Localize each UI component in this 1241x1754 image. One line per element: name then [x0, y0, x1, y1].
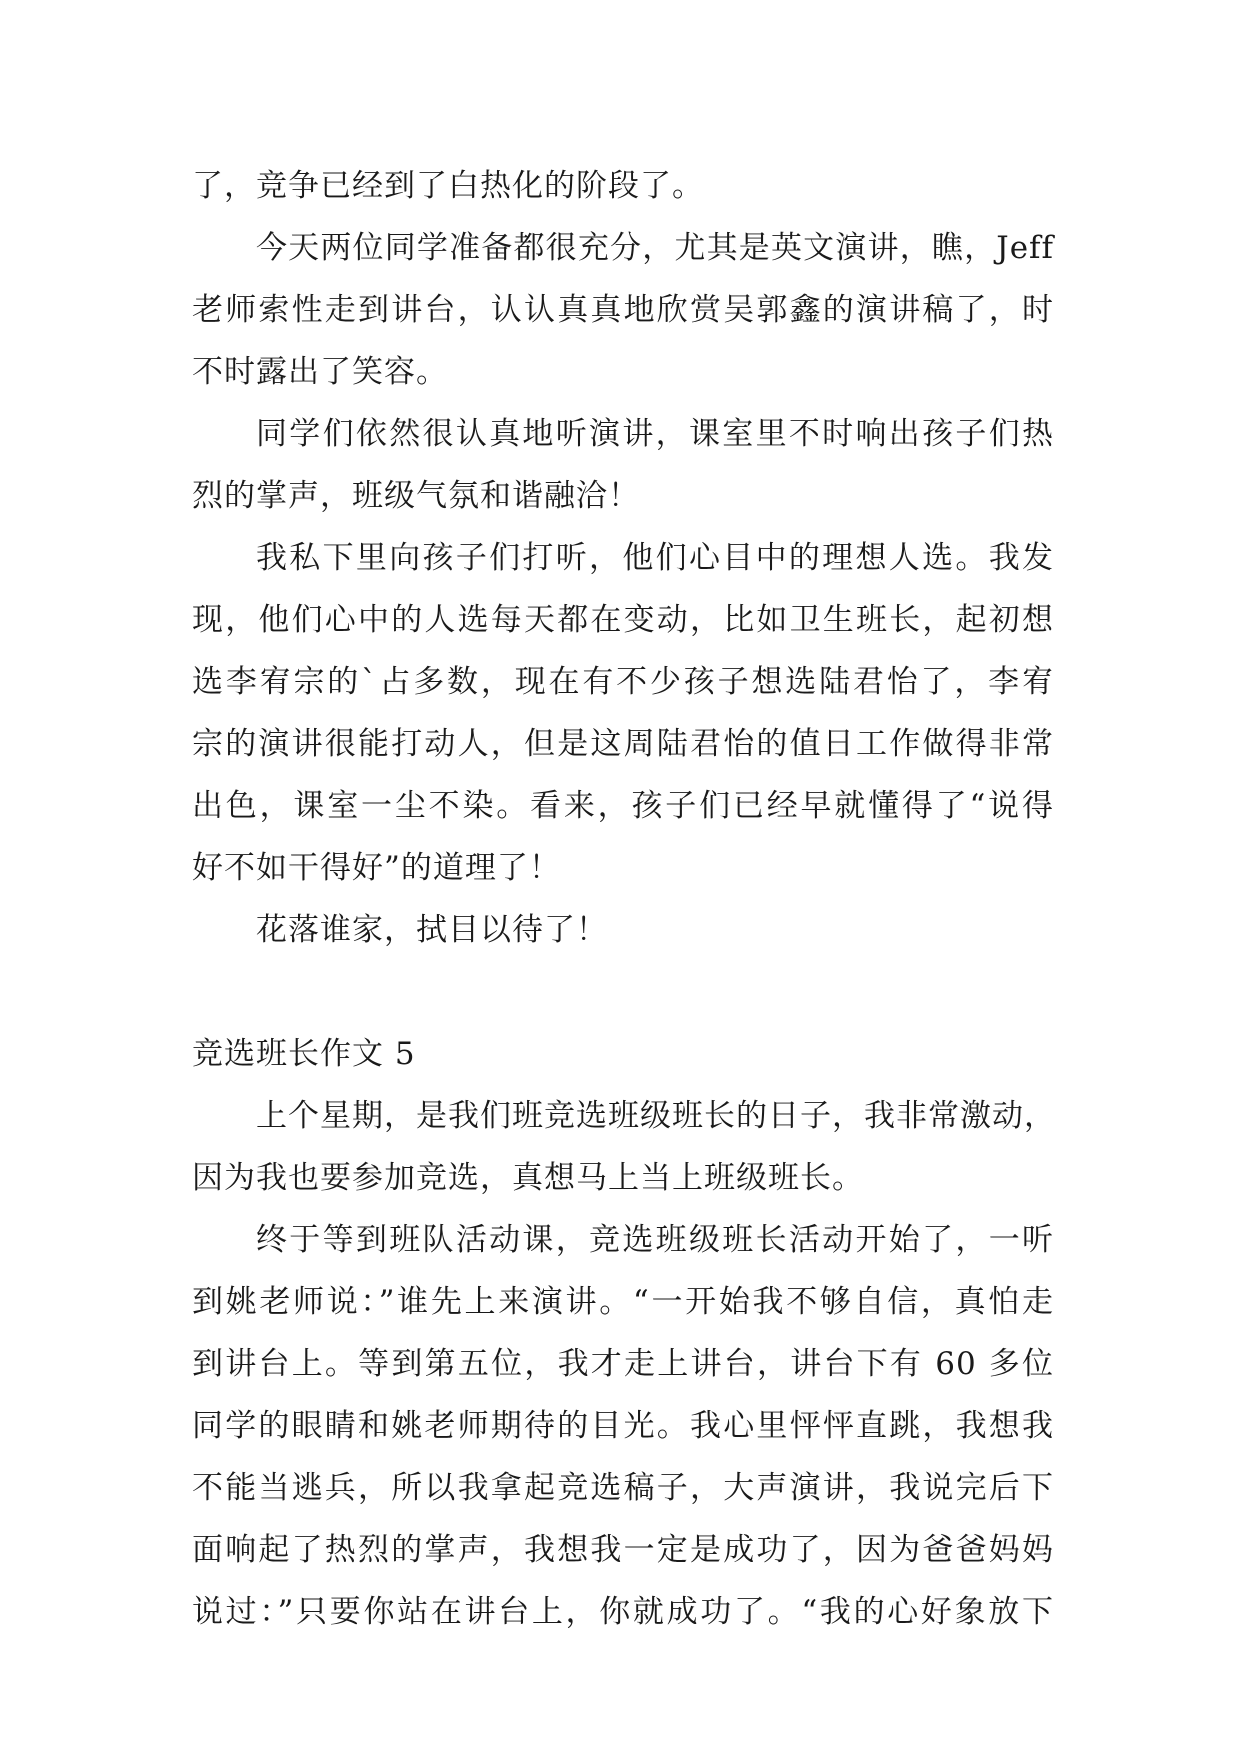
text-line: 出色，课室一尘不染。看来，孩子们已经早就懂得了“说得 — [192, 788, 1054, 824]
text-line: 上个星期，是我们班竞选班级班长的日子，我非常激动， — [256, 1098, 1056, 1134]
text-line: 不能当逃兵，所以我拿起竞选稿子，大声演讲，我说完后下 — [192, 1470, 1054, 1506]
text-line: 好不如干得好”的道理了！ — [192, 850, 561, 886]
text-line: 同学的眼睛和姚老师期待的目光。我心里怦怦直跳，我想我 — [192, 1408, 1054, 1444]
text-line: 到讲台上。等到第五位，我才走上讲台，讲台下有 60 多位 — [192, 1346, 1054, 1382]
text-line: 现，他们心中的人选每天都在变动，比如卫生班长，起初想 — [192, 602, 1054, 638]
text-line: 不时露出了笑容。 — [192, 354, 448, 390]
text-line: 同学们依然很认真地听演讲，课室里不时响出孩子们热 — [256, 416, 1054, 452]
text-line: 面响起了热烈的掌声，我想我一定是成功了，因为爸爸妈妈 — [192, 1532, 1054, 1568]
text-line: 我私下里向孩子们打听，他们心目中的理想人选。我发 — [256, 540, 1054, 576]
text-line: 宗的演讲很能打动人，但是这周陆君怡的值日工作做得非常 — [192, 726, 1054, 762]
text-line: 花落谁家，拭目以待了！ — [256, 912, 608, 948]
section-title: 竞选班长作文 5 — [192, 1036, 416, 1072]
text-line: 今天两位同学准备都很充分，尤其是英文演讲，瞧，Jeff — [256, 230, 1054, 266]
text-line: 老师索性走到讲台，认认真真地欣赏吴郭鑫的演讲稿了，时 — [192, 292, 1054, 328]
text-line: 到姚老师说：”谁先上来演讲。“一开始我不够自信，真怕走 — [192, 1284, 1054, 1320]
document-body — [192, 155, 1054, 1643]
section-gap — [192, 961, 1054, 1023]
text-line: 因为我也要参加竞选，真想马上当上班级班长。 — [192, 1160, 864, 1196]
text-line: 说过：”只要你站在讲台上，你就成功了。“我的心好象放下 — [192, 1594, 1054, 1630]
text-line: 了，竞争已经到了白热化的阶段了。 — [192, 168, 704, 204]
text-line: 烈的掌声，班级气氛和谐融洽！ — [192, 478, 640, 514]
text-line: 选李宥宗的`占多数，现在有不少孩子想选陆君怡了，李宥 — [192, 664, 1054, 700]
text-line: 终于等到班队活动课，竞选班级班长活动开始了，一听 — [256, 1222, 1054, 1258]
